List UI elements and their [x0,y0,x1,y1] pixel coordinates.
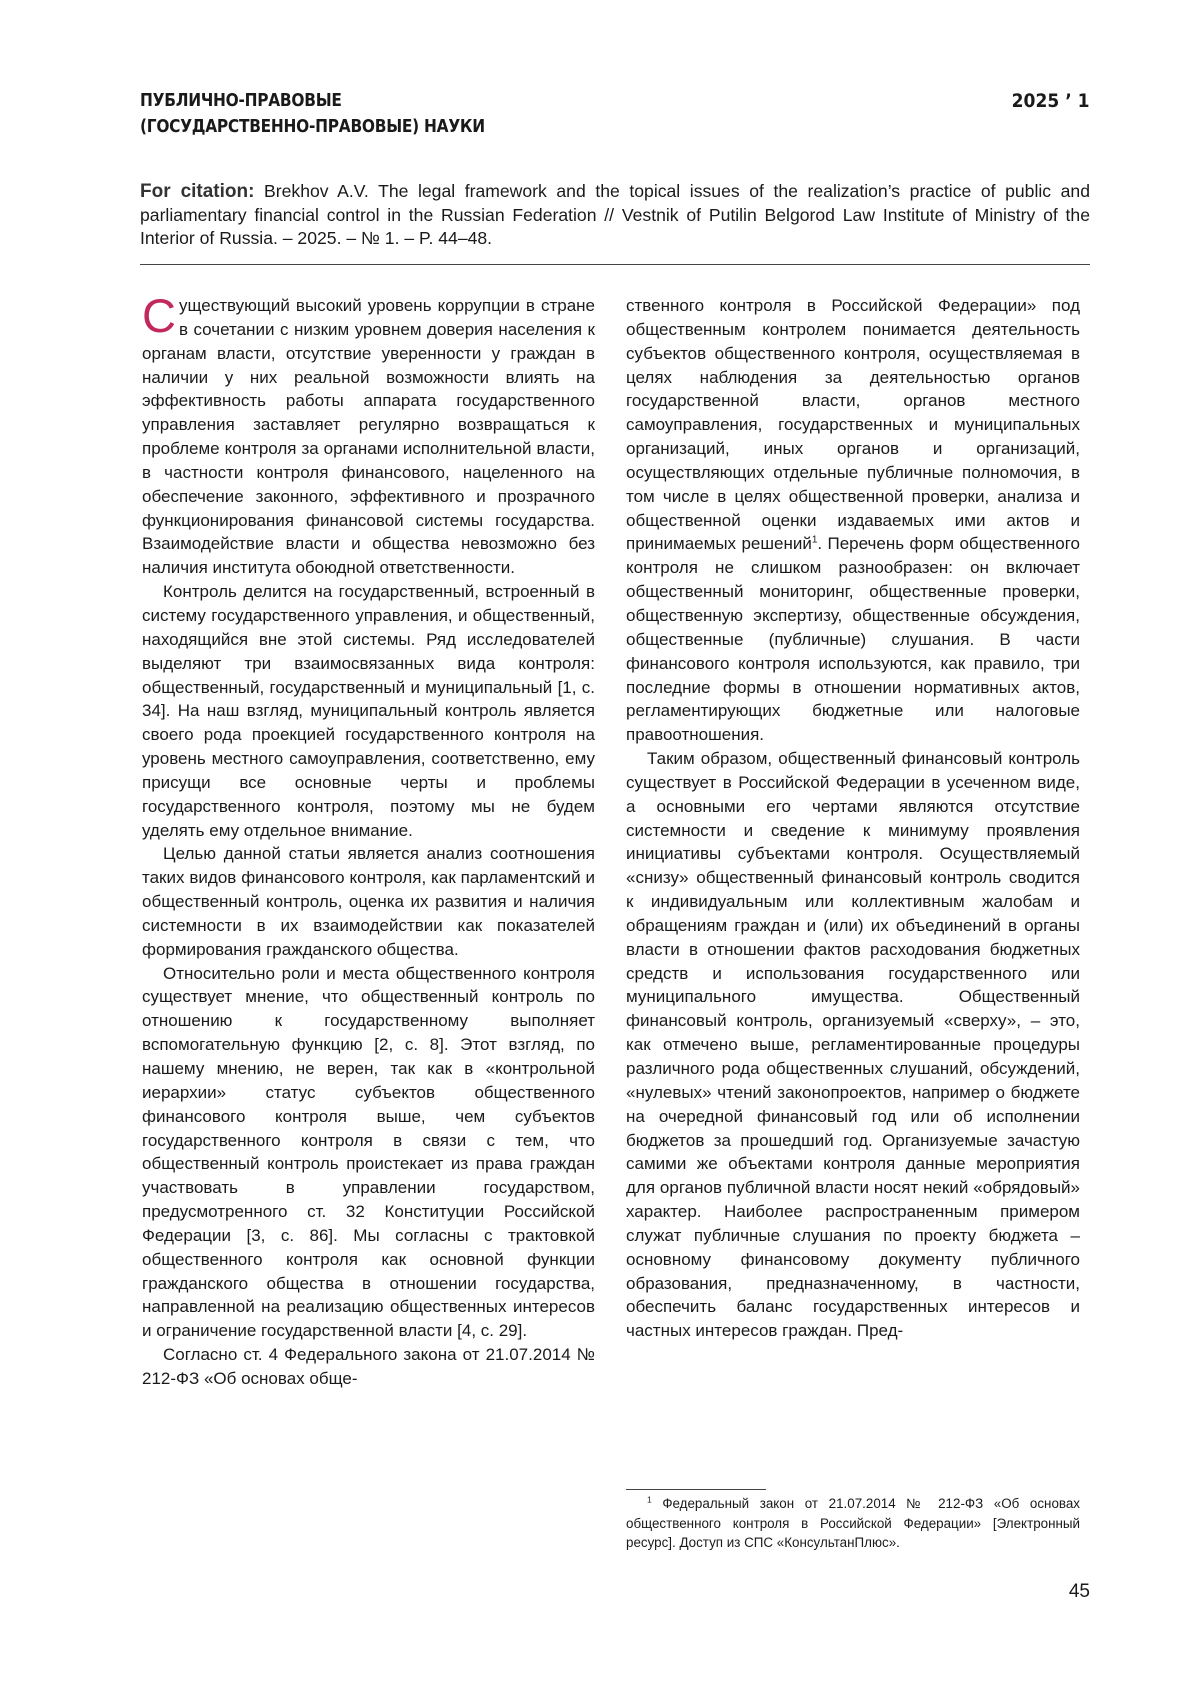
drop-cap: С [142,289,176,342]
footnote [626,1494,1080,1553]
left-column [142,289,595,1391]
footnote-divider [626,1489,766,1490]
issue-number: 2025 ’ 1 [1012,90,1090,112]
paragraph-4: Относительно роли и места общественного контроля существует мнение, что общественный контроль по отношению к государственному выполняет вспомогательную функцию [2, с. 8]. Этот взгляд, по нашему мнению, не верен, так как в «контрольной иерархии» статус субъектов общественного финансового контроля выше, чем субъектов государственного контроля в связи с тем, что общественный контроль проистекает из права граждан участвовать в управлении государством, предусмотренного ст. 32 Конституции Российской Федерации [3, с. 86]. Мы согласны с трактовкой общественного контроля как основной функции гражданского общества в отношении государства, направленной на реализацию общественных интересов и ограничение государственной власти [4, с. 29]. [142,963,595,1341]
paragraph-6-text-b: . Перечень форм общественного контроля не слишком разнообразен: он включает общественный мониторинг, общественные проверки, общественную экспертизу, общественные обсуждения, общественные (публичные) слушания. В части финансового контроля используются, как правило, три последние формы в отношении нормативных актов, регламентирующих бюджетные или налоговые правоотношения. [626,534,1080,745]
paragraph-1 [142,289,595,580]
paragraph-1-text: уществующий высокий уровень коррупции в стране в сочетании с низким уровнем доверия населения к органам власти, отсутствие уверенности у граждан в наличии у них реальной возможности влиять на эффективность работы аппарата государственного управления заставляет регулярно возвращаться к проблеме контроля за органами исполнительной власти, в частности контроля финансового, нацеленного на обеспечение законного, эффективного и прозрачного функционирования финансовой системы государства. Взаимодействие власти и общества невозможно без наличия института обоюдной ответственности. [142,296,595,578]
citation-block [140,180,1090,251]
running-header [140,88,1090,148]
paragraph-6-text-a: ственного контроля в Российской Федерации» под общественным контролем понимается деятельность субъектов общественного контроля, осуществляемая в целях наблюдения за деятельностью органов государственной власти, органов местного самоуправления, государственных и муниципальных организаций, иных органов и организаций, осуществляющих отдельные публичные полномочия, в том числе в целях общественной проверки, анализа и общественной оценки издаваемых ими актов и принимаемых решений [626,296,1080,554]
paragraph-6 [626,294,1080,747]
footnote-text: Федеральный закон от 21.07.2014 № 212-ФЗ «Об основах общественного контроля в Российской Федерации» [Электронный ресурс]. Доступ из СПС «КонсультанПлюс». [626,1496,1080,1550]
citation-label: For citation: [140,181,255,202]
paragraph-5: Согласно ст. 4 Федерального закона от 21.07.2014 № 212-ФЗ «Об основах обще- [142,1345,595,1388]
page-number: 45 [1068,1581,1090,1602]
section-title-line-2: (ГОСУДАРСТВЕННО-ПРАВОВЫЕ) НАУКИ [140,117,485,137]
citation-text: Brekhov A.V. The legal framework and the topical issues of the realization’s practice of public and parliamentary financial control in the Russian Federation // Vestnik of Putilin Belgorod Law Institute of Ministry of the Interior of Russia. – 2025. – № 1. – P. 44–48. [140,181,1090,248]
paragraph-3: Целью данной статьи является анализ соотношения таких видов финансового контроля, как парламентский и общественный контроль, оценка их развития и наличия системности в их взаимодействии как показателей формирования гражданского общества. [142,844,595,959]
footnote-reference[interactable]: 1 [811,534,818,546]
right-column [626,294,1080,1343]
section-title-line-1: ПУБЛИЧНО-ПРАВОВЫЕ [140,91,342,111]
footnote-mark: 1 [647,1494,652,1505]
paragraph-2: Контроль делится на государственный, встроенный в систему государственного управления, и общественный, находящийся вне этой системы. Ряд исследователей выделяют три взаимосвязанных вида контроля: общественный, государственный и муниципальный [1, с. 34]. На наш взгляд, муниципальный контроль является своего рода проекцией государственного контроля на уровень местного самоуправления, соответственно, ему присущи все основные черты и проблемы государственного контроля, поэтому мы не будем уделять ему отдельное внимание. [142,582,595,840]
header-divider [140,264,1090,265]
paragraph-7: Таким образом, общественный финансовый контроль существует в Российской Федерации в усеченном виде, а основными его чертами являются отсутствие системности и сведение к минимуму проявления инициативы субъектами контроля. Осуществляемый «снизу» общественный финансовый контроль сводится к индивидуальным или коллективным жалобам и обращениям граждан и (или) их объединений в органы власти в отношении фактов расходования бюджетных средств и использования государственного или муниципального имущества. Общественный финансовый контроль, организуемый «сверху», – это, как отмечено выше, регламентированные процедуры различного рода общественных слушаний, обсуждений, «нулевых» чтений законопроектов, например о бюджете на очередной финансовый год или об исполнении бюджетов за прошедший год. Организуемые зачастую самими же объектами контроля данные мероприятия для органов публичной власти носят некий «обрядовый» характер. Наиболее распространенным примером служат публичные слушания по проекту бюджета – основному финансовому документу публичного образования, предназначенному, в частности, обеспечить баланс государственных интересов и частных интересов граждан. Пред- [626,749,1080,1341]
section-title [140,88,485,140]
